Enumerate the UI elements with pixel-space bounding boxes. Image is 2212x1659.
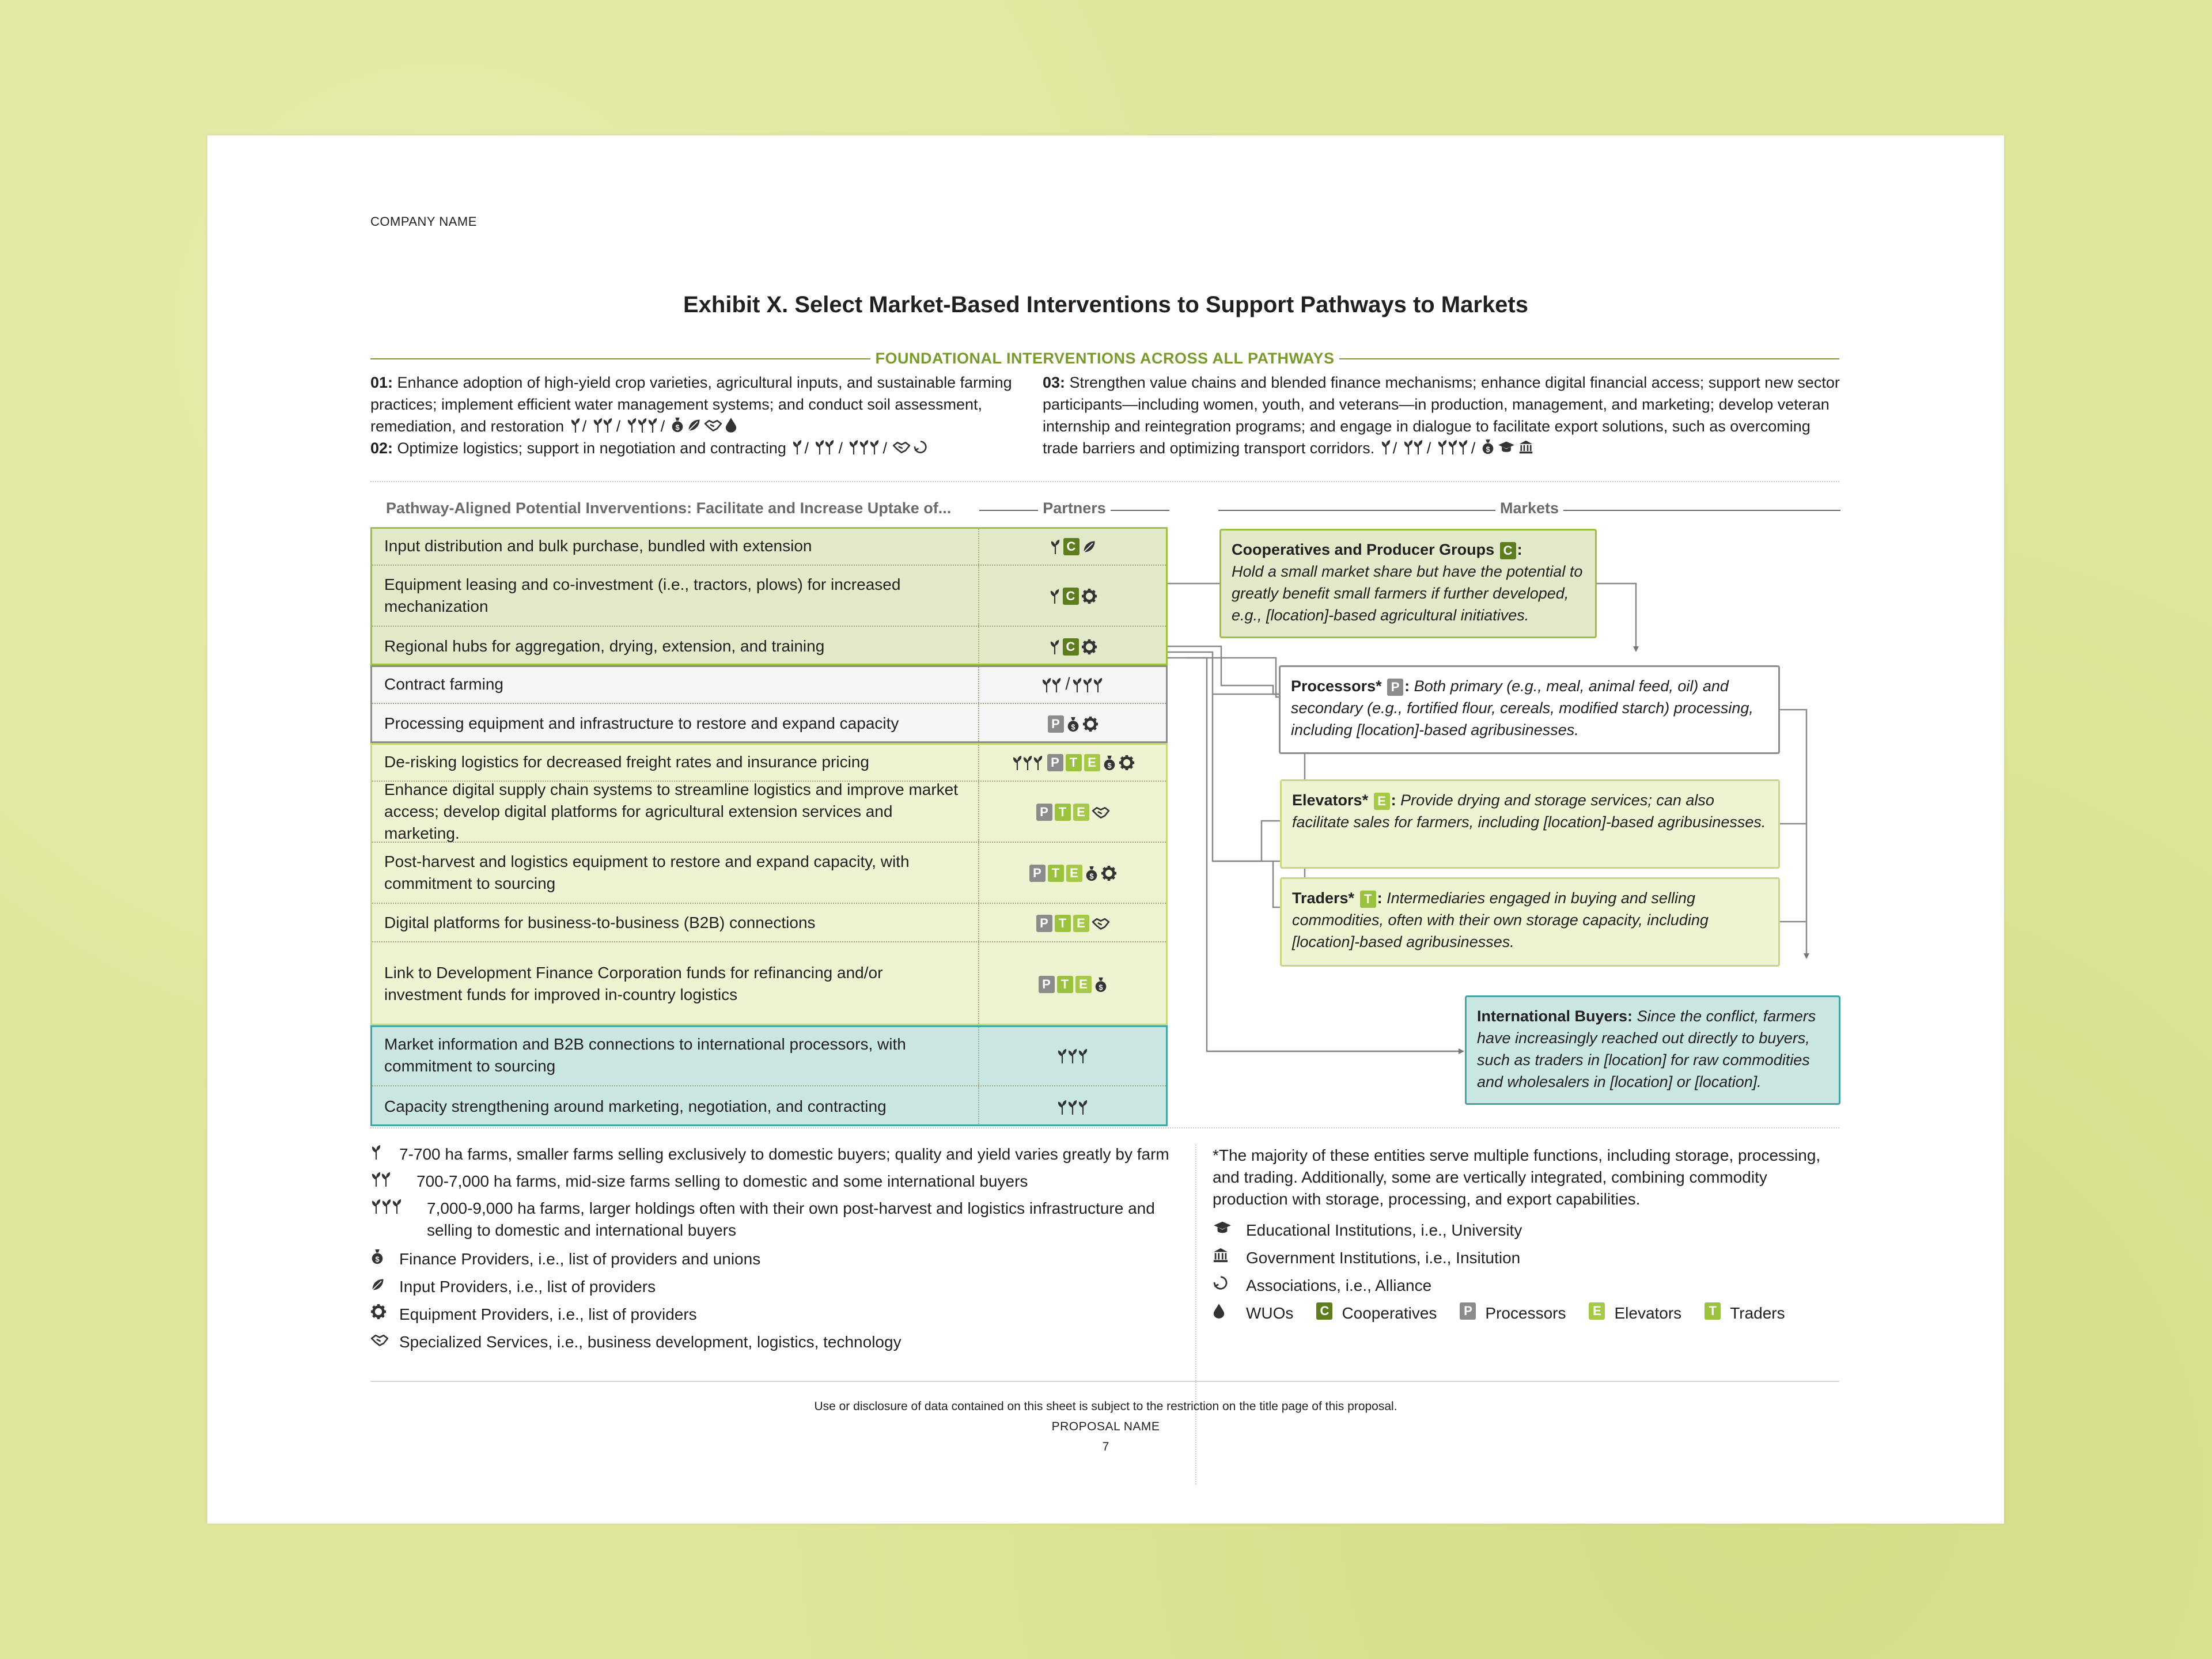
footer-page-number: 7 [1102, 1440, 1109, 1453]
legend-item: 700-7,000 ha farms, mid-size farms selling to domestic and some international buyers [370, 1171, 1028, 1192]
table-row: Regional hubs for aggregation, drying, extension, and training C [370, 627, 1168, 665]
partner-icons: C [978, 637, 1168, 656]
farm-large-icon [370, 1199, 404, 1214]
table-row: Processing equipment and infrastructure to restore and expand capacity P [370, 704, 1168, 743]
partner-icons: C [978, 586, 1168, 605]
trader-badge: T [1705, 1302, 1721, 1320]
legend-item: 7-700 ha farms, smaller farms selling exclusively to domestic buyers; quality and yield varies greatly by farm [370, 1143, 1396, 1165]
table-row: Input distribution and bulk purchase, bundled with extension C [370, 527, 1168, 566]
market-traders: Traders* T : Intermediaries engaged in buying and selling commodities, often with their own storage capacity, including [location]-based agribusinesses. [1280, 877, 1780, 967]
water-drop-icon [1213, 1302, 1225, 1319]
processor-badge: P [1460, 1302, 1476, 1320]
table-row: Digital platforms for business-to-business (B2B) connections P T E [370, 904, 1168, 942]
partner-icons: / [978, 675, 1168, 694]
foundational-02: 02: Optimize logistics; support in negotiation and contracting / / / [370, 437, 1062, 460]
footer-proposal-name: PROPOSAL NAME [1051, 1420, 1160, 1433]
gear-icon [370, 1304, 387, 1320]
table-row: Contract farming / [370, 665, 1168, 704]
partner-icons: P T E [978, 974, 1168, 994]
elevator-badge: E [1589, 1302, 1605, 1320]
table-row: Capacity strengthening around marketing, negotiation, and contracting [370, 1086, 1168, 1126]
market-cooperatives: Cooperatives and Producer Groups C : Hold a small market share but have the potential to greatly benefit small farmers if further developed, e.g., [location]-based agricultural initiatives. [1219, 529, 1597, 638]
government-icon [1213, 1247, 1229, 1263]
legend-item: Educational Institutions, i.e., University [1213, 1219, 1522, 1241]
document-page [207, 135, 2004, 1524]
market-international-buyers: International Buyers: Since the conflict, farmers have increasingly reached out directly to buyers, such as traders in [location] for raw commodities and wholesalers in [location] or [location]. [1465, 995, 1840, 1105]
legend-item: Specialized Services, i.e., business development, logistics, technology [370, 1331, 902, 1353]
table-row: Link to Development Finance Corporation funds for refinancing and/or investment funds for improved in-country logistics P T E [370, 942, 1168, 1025]
foundational-heading: FOUNDATIONAL INTERVENTIONS ACROSS ALL PATHWAYS [370, 350, 1839, 367]
legend-item: Associations, i.e., Alliance [1213, 1275, 1431, 1297]
farm-mid-icon [370, 1172, 393, 1187]
foundational-03: 03: Strengthen value chains and blended finance mechanisms; enhance digital financial access; support new sector participants—including women, youth, and veterans—in production, management, and marketing; develop veteran internship and reintegration programs; and engage in dialogue to facilitate export solutions, such as overcoming trade barriers and optimizing transport corridors. / / / [1043, 374, 1840, 457]
coop-badge: C [1316, 1302, 1332, 1320]
interventions-header: Pathway-Aligned Potential Inverventions: Facilitate and Increase Uptake of... [386, 499, 952, 517]
partner-icons: P T E [978, 802, 1168, 821]
table-row: Equipment leasing and co-investment (i.e., tractors, plows) for increased mechanization C [370, 566, 1168, 627]
education-icon [1213, 1219, 1232, 1236]
legend-item: Government Institutions, i.e., Insitution [1213, 1247, 1520, 1269]
company-name: COMPANY NAME [370, 214, 477, 229]
foundational-01: 01: Enhance adoption of high-yield crop varieties, agricultural inputs, and sustainable farming practices; implement efficient water management systems; and conduct soil assessment, remediation, and restoration / / / [370, 374, 1012, 435]
table-row: Market information and B2B connections to international processors, with commitment to sourcing [370, 1025, 1168, 1086]
divider [370, 1127, 1839, 1128]
legend-item: WUOs C Cooperatives P Processors E Elevators T Traders [1213, 1302, 1785, 1324]
legend-item: Input Providers, i.e., list of providers [370, 1276, 656, 1298]
legend-item: 7,000-9,000 ha farms, larger holdings often with their own post-harvest and logistics infrastructure and selling to domestic and international buyers [370, 1198, 1396, 1241]
markets-header: Markets [1218, 499, 1840, 517]
partner-icons: C [978, 536, 1168, 556]
market-processors: Processors* P : Both primary (e.g., meal, animal feed, oil) and secondary (e.g., fortified flour, cereals, modified starch) processing, including [location]-based agribusinesses. [1279, 665, 1780, 754]
legend-note: *The majority of these entities serve multiple functions, including storage, processing, and trading. Additionally, some are vertically integrated, combining commodity production with storage, processing, and export capabilities. [1213, 1146, 1821, 1208]
partner-icons: P T E [978, 752, 1168, 772]
handshake-icon [370, 1332, 389, 1347]
market-elevators: Elevators* E : Provide drying and storage services; can also facilitate sales for farmers, including [location]-based agribusinesses. [1280, 779, 1780, 869]
exhibit-title: Exhibit X. Select Market-Based Interventions to Support Pathways to Markets [683, 292, 1528, 317]
associations-icon [1213, 1275, 1229, 1291]
partner-icons: P [978, 714, 1168, 733]
input-icon [370, 1277, 385, 1292]
partners-header: Partners [979, 499, 1169, 517]
footer-rule [370, 1381, 1839, 1382]
partner-icons: P T E [978, 863, 1168, 882]
finance-icon [370, 1248, 384, 1264]
table-row: Post-harvest and logistics equipment to restore and expand capacity, with commitment to sourcing P T E [370, 843, 1168, 904]
footer-disclaimer: Use or disclosure of data contained on this sheet is subject to the restriction on the title page of this proposal. [814, 1400, 1397, 1413]
legend-item: Equipment Providers, i.e., list of providers [370, 1304, 697, 1325]
table-row: De-risking logistics for decreased freight rates and insurance pricing P T E [370, 743, 1168, 782]
legend-item: Finance Providers, i.e., list of providers and unions [370, 1248, 760, 1270]
farm-small-icon [370, 1145, 382, 1160]
table-row: Enhance digital supply chain systems to streamline logistics and improve market access; develop digital platforms for agricultural extension services and marketing. P T E [370, 782, 1168, 843]
partner-icons: P T E [978, 913, 1168, 933]
